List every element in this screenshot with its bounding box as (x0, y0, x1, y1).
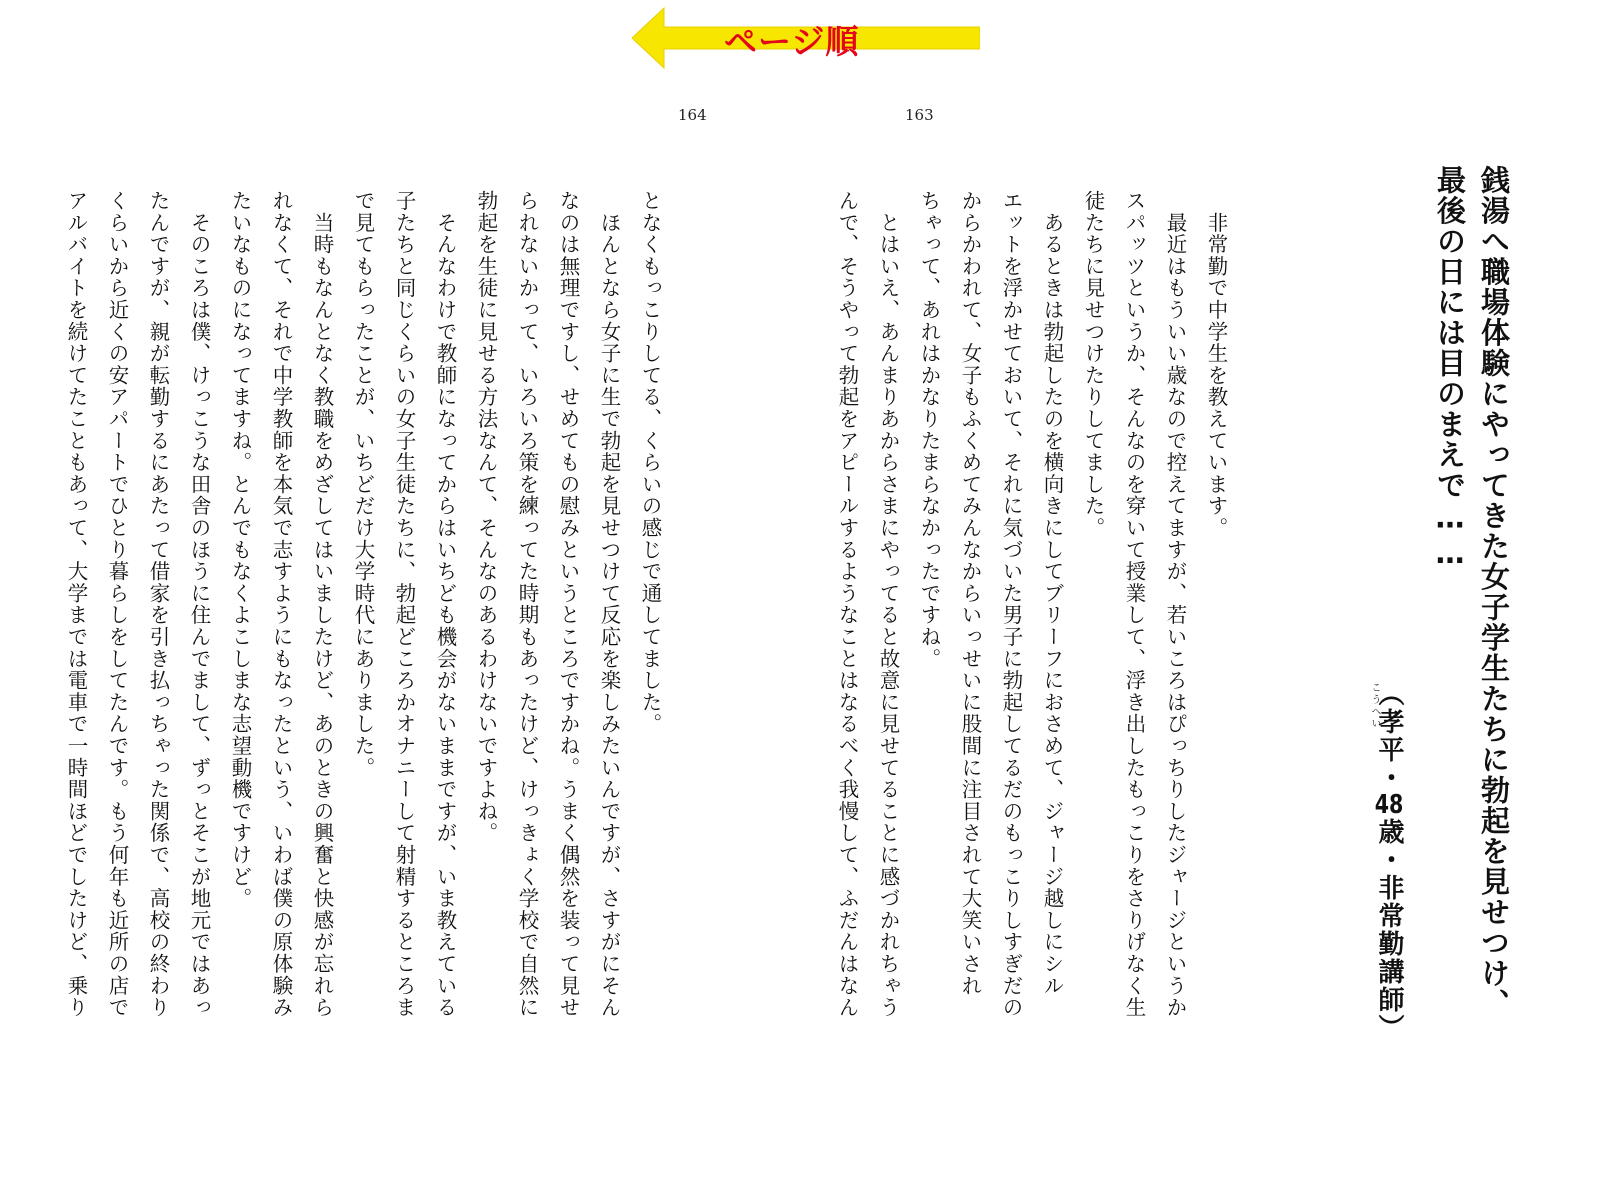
page-order-label: ページ順 (724, 22, 860, 61)
author-byline (1371, 680, 1408, 1042)
byline-separator: ・ (1374, 764, 1404, 792)
text-line: とはいえ、あんまりあからさまにやってると故意に見せてることに感づかれちゃう (876, 190, 900, 1019)
title-line: 銭湯へ職場体験にやってきた女子学生たちに勃起を見せつけ、 (1477, 165, 1511, 1019)
text-line: ちゃって、あれはかなりたまらなかったですね。 (917, 190, 941, 670)
text-line: たいなものになってますね。とんでもなくよこしまな志望動機ですけど。 (228, 190, 252, 910)
byline-age-unit: 歳 (1374, 818, 1404, 846)
text-line: となくもっこりしてる、くらいの感じで通してました。 (638, 190, 662, 735)
name-reading: こうへい (1369, 682, 1380, 730)
text-line: あるときは勃起したのを横向きにしてブリーフにおさめて、ジャージ越しにシル (1040, 190, 1064, 997)
byline-separator: ・ (1374, 846, 1404, 874)
text-line: エットを浮かせておいて、それに気づいた男子に勃起してるだのもっこりしすぎだの (999, 190, 1023, 1019)
text-line: 非常勤で中学生を教えています。 (1204, 190, 1228, 539)
byline-open: （ (1374, 680, 1404, 708)
text-line: そんなわけで教師になってからはいちども機会がないままですが、いま教えている (433, 190, 457, 1019)
right-page-body (826, 190, 1236, 1070)
text-line: 勃起を生徒に見せる方法なんて、そんなのあるわけないですよね。 (474, 190, 498, 844)
text-line: そのころは僕、けっこうな田舎のほうに住んでまして、ずっとそこが地元ではあっ (187, 190, 211, 1019)
text-line: で見てもらったことが、いちどだけ大学時代にありました。 (351, 190, 375, 779)
byline-job: 非常勤講師 (1374, 874, 1404, 1014)
text-line: からかわれて、女子もふくめてみんなからいっせいに股間に注目されて大笑いされ (958, 190, 982, 997)
article-title (1428, 165, 1516, 1019)
page-order-arrow (632, 6, 980, 70)
page-number-left: 164 (678, 106, 707, 124)
text-line: れなくて、それで中学教師を本気で志すようにもなったという、いわば僕の原体験み (269, 190, 293, 1019)
text-line: アルバイトを続けてたこともあって、大学までは電車で一時間ほどでしたけど、乗り (64, 190, 88, 1019)
text-line: スパッツというか、そんなのを穿いて授業して、浮き出したもっこりをさりげなく生 (1122, 190, 1146, 1019)
byline-name: 孝平 (1374, 708, 1404, 764)
page-number-right: 163 (905, 106, 934, 124)
byline-close: ） (1374, 1014, 1404, 1042)
text-line: んで、そうやって勃起をアピールするようなことはなるべく我慢して、ふだんはなん (835, 190, 859, 1019)
text-line: なのは無理ですし、せめてもの慰みというところですかね。うまく偶然を装って見せ (556, 190, 580, 1019)
text-line: たんですが、親が転勤するにあたって借家を引き払っちゃった関係で、高校の終わり (146, 190, 170, 1019)
text-line: 最近はもういい歳なので控えてますが、若いころはぴっちりしたジャージというか (1163, 190, 1187, 1019)
text-line: ほんとなら女子に生で勃起を見せつけて反応を楽しみたいんですが、さすがにそん (597, 190, 621, 1019)
byline-age: 48 (1374, 792, 1404, 818)
text-line: られないかって、いろいろ策を練ってた時期もあったけど、けっきょく学校で自然に (515, 190, 539, 1019)
text-line: 徒たちに見せつけたりしてました。 (1081, 190, 1105, 539)
text-line: 子たちと同じくらいの女子生徒たちに、勃起どころかオナニーして射精するところま (392, 190, 416, 1019)
title-line: 最後の日には目のまえで…… (1433, 165, 1467, 572)
text-line: くらいから近くの安アパートでひとり暮らしをしてたんです。もう何年も近所の店で (105, 190, 129, 1019)
left-page-body (55, 190, 670, 1070)
text-line: 当時もなんとなく教職をめざしてはいましたけど、あのときの興奮と快感が忘れら (310, 190, 334, 1019)
